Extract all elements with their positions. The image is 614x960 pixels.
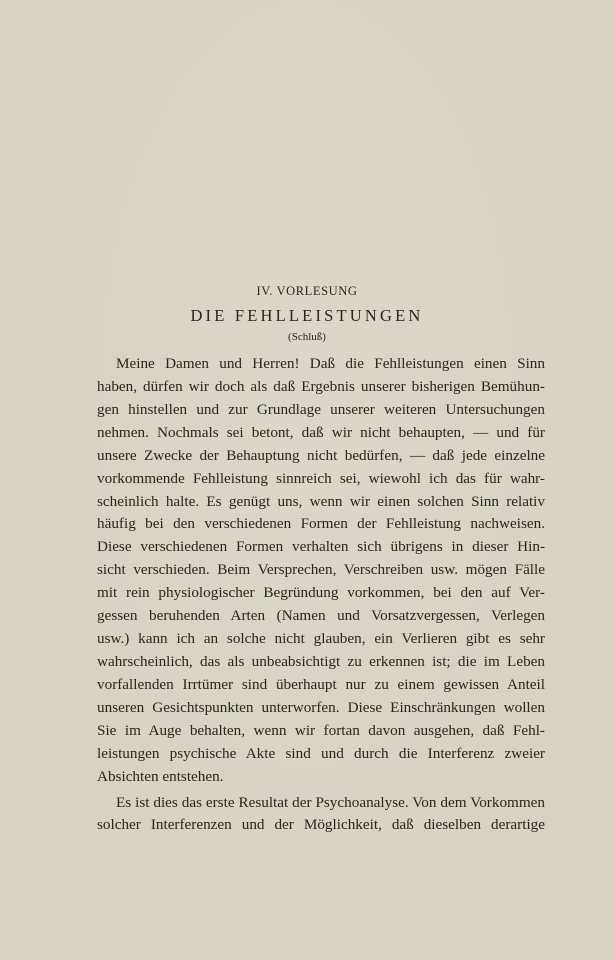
text-line: gessen beruhenden Arten (Namen und Vorsatzvergessen, Verlegen xyxy=(97,607,545,625)
text-line: unseren Gesichtspunkten unterworfen. Diese Einschränkungen wollen xyxy=(97,698,545,716)
chapter-title: DIE FEHLLEISTUNGEN xyxy=(190,306,424,325)
text-line: wahrscheinlich, das als unbeabsichtigt zu erkennen ist; die im Leben xyxy=(97,652,545,670)
text-line: Es ist dies das erste Resultat der Psychoanalyse. Von dem Vorkommen xyxy=(116,793,545,811)
text-line: scheinlich halte. Es genügt uns, wenn wir einen solchen Sinn relativ xyxy=(97,492,545,510)
text-line: Diese verschiedenen Formen verhalten sich übrigens in dieser Hin- xyxy=(97,538,545,556)
text-line: haben, dürfen wir doch als daß Ergebnis unserer bisherigen Bemühun- xyxy=(97,377,545,395)
text-line: mit rein physiologischer Begründung vorkommen, bei den auf Ver- xyxy=(97,584,545,602)
text-line: nehmen. Nochmals sei betont, daß wir nicht behaupten, — und für xyxy=(97,423,545,441)
text-line: gen hinstellen und zur Grundlage unserer weiteren Untersuchungen xyxy=(97,400,545,418)
text-line: häufig bei den verschiedenen Formen der Fehlleistung nachweisen. xyxy=(97,515,545,533)
chapter-subtitle: (Schluß) xyxy=(288,331,326,343)
text-line: usw.) kann ich an solche nicht glauben, ein Verlieren gibt es sehr xyxy=(97,630,545,648)
paragraph xyxy=(97,792,545,838)
text-line: unsere Zwecke der Behauptung nicht bedürfen, — daß jede einzelne xyxy=(97,446,545,464)
text-line: sicht verschieden. Beim Versprechen, Verschreiben usw. mögen Fälle xyxy=(97,561,545,579)
text-line: leistungen psychische Akte sind und durch die Interferenz zweier xyxy=(97,744,545,762)
text-line: vorkommende Fehlleistung sinnreich sei, wiewohl ich das für wahr- xyxy=(97,469,545,487)
text-line: Sie im Auge behalten, wenn wir fortan davon ausgehen, daß Fehl- xyxy=(97,721,545,739)
text-line: Meine Damen und Herren! Daß die Fehlleistungen einen Sinn xyxy=(116,355,545,372)
paragraph xyxy=(97,353,545,789)
text-line: vorfallenden Irrtümer sind überhaupt nur zu einem gewissen Anteil xyxy=(97,675,545,693)
lecture-label: IV. VORLESUNG xyxy=(256,284,358,298)
body-text xyxy=(97,353,545,837)
text-line: solcher Interferenzen und der Möglichkeit, daß dieselben derartige xyxy=(97,816,545,834)
text-line: Absichten entstehen. xyxy=(97,767,224,785)
